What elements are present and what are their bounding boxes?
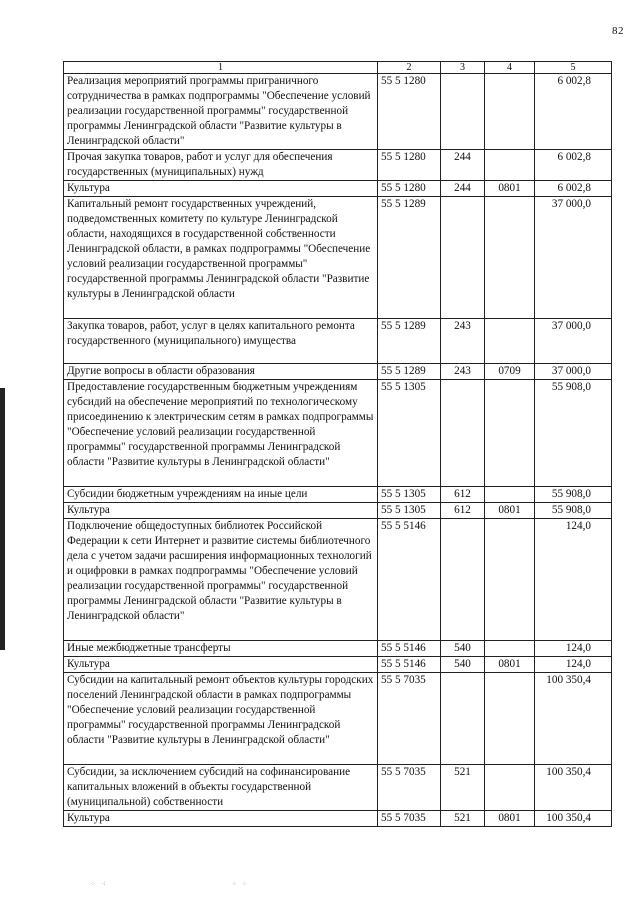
row-target-code: 55 5 5146 bbox=[378, 657, 441, 673]
row-description: Культура bbox=[64, 657, 378, 673]
budget-table bbox=[63, 61, 612, 827]
row-expense-type bbox=[441, 519, 485, 641]
row-amount: 37 000,0 bbox=[535, 197, 612, 319]
table-row bbox=[64, 487, 612, 503]
row-amount: 100 350,4 bbox=[535, 673, 612, 765]
row-section-code: 0709 bbox=[485, 364, 535, 380]
row-description: Реализация мероприятий программы приграничного сотрудничества в рамках подпрограммы "Обеспечение условий реализации государственной программы" государственной программы Ленинградской области "Развитие культуры в Ленинградской области" bbox=[64, 74, 378, 150]
row-amount: 6 002,8 bbox=[535, 181, 612, 197]
row-amount: 55 908,0 bbox=[535, 503, 612, 519]
row-expense-type bbox=[441, 380, 485, 487]
row-section-code: 0801 bbox=[485, 181, 535, 197]
row-amount: 55 908,0 bbox=[535, 380, 612, 487]
row-expense-type: 243 bbox=[441, 364, 485, 380]
row-expense-type bbox=[441, 74, 485, 150]
row-amount: 100 350,4 bbox=[535, 765, 612, 811]
row-target-code: 55 5 7035 bbox=[378, 765, 441, 811]
row-amount: 37 000,0 bbox=[535, 364, 612, 380]
row-section-code bbox=[485, 197, 535, 319]
row-description: Культура bbox=[64, 811, 378, 827]
header-cell-1: 1 bbox=[64, 62, 378, 74]
row-target-code: 55 5 1305 bbox=[378, 487, 441, 503]
row-description: Субсидии, за исключением субсидий на софинансирование капитальных вложений в объекты государственной (муниципальной) собственности bbox=[64, 765, 378, 811]
header-cell-3: 3 bbox=[441, 62, 485, 74]
row-expense-type: 612 bbox=[441, 487, 485, 503]
row-target-code: 55 5 5146 bbox=[378, 641, 441, 657]
scan-edge-mark bbox=[0, 388, 5, 650]
table-row bbox=[64, 673, 612, 765]
row-expense-type: 521 bbox=[441, 811, 485, 827]
row-target-code: 55 5 1280 bbox=[378, 74, 441, 150]
row-target-code: 55 5 1280 bbox=[378, 150, 441, 181]
row-amount: 37 000,0 bbox=[535, 319, 612, 364]
row-expense-type: 612 bbox=[441, 503, 485, 519]
row-amount: 55 908,0 bbox=[535, 487, 612, 503]
row-description: Субсидии на капитальный ремонт объектов культуры городских поселений Ленинградской области в рамках подпрограммы "Обеспечение условий реализации государственной программы" государственной программы Ленинградской области "Развитие культуры в Ленинградской области" bbox=[64, 673, 378, 765]
row-target-code: 55 5 5146 bbox=[378, 519, 441, 641]
row-expense-type bbox=[441, 673, 485, 765]
row-section-code: 0801 bbox=[485, 657, 535, 673]
table-row bbox=[64, 503, 612, 519]
table-row bbox=[64, 197, 612, 319]
row-description: Капитальный ремонт государственных учреждений, подведомственных комитету по культуре Ленинградской области, находящихся в государственной собственности Ленинградской области, в рамках подпрограммы "Обеспечение условий реализации государственной программы" государственной программы Ленинградской области "Развитие культуры в Ленинградской области bbox=[64, 197, 378, 319]
row-expense-type: 540 bbox=[441, 657, 485, 673]
table-row bbox=[64, 74, 612, 150]
row-amount: 6 002,8 bbox=[535, 150, 612, 181]
row-section-code: 0801 bbox=[485, 503, 535, 519]
row-target-code: 55 5 1280 bbox=[378, 181, 441, 197]
row-section-code bbox=[485, 641, 535, 657]
header-cell-4: 4 bbox=[485, 62, 535, 74]
table-row bbox=[64, 519, 612, 641]
row-expense-type bbox=[441, 197, 485, 319]
table-header-row bbox=[64, 62, 612, 74]
table-row bbox=[64, 657, 612, 673]
row-expense-type: 244 bbox=[441, 150, 485, 181]
row-target-code: 55 5 7035 bbox=[378, 811, 441, 827]
row-expense-type: 540 bbox=[441, 641, 485, 657]
row-description: Прочая закупка товаров, работ и услуг для обеспечения государственных (муниципальных) нужд bbox=[64, 150, 378, 181]
row-section-code bbox=[485, 150, 535, 181]
row-description: Субсидии бюджетным учреждениям на иные цели bbox=[64, 487, 378, 503]
row-target-code: 55 5 7035 bbox=[378, 673, 441, 765]
row-target-code: 55 5 1289 bbox=[378, 319, 441, 364]
row-section-code bbox=[485, 74, 535, 150]
row-amount: 100 350,4 bbox=[535, 811, 612, 827]
row-amount: 6 002,8 bbox=[535, 74, 612, 150]
row-section-code bbox=[485, 519, 535, 641]
row-description: Подключение общедоступных библиотек Российской Федерации к сети Интернет и развитие системы библиотечного дела с учетом задачи расширения информационных технологий и оцифровки в рамках подпрограммы "Обеспечение условий реализации государственной программы" государственной программы Ленинградской области "Развитие культуры в Ленинградской области" bbox=[64, 519, 378, 641]
table-row bbox=[64, 181, 612, 197]
row-section-code bbox=[485, 319, 535, 364]
row-section-code: 0801 bbox=[485, 811, 535, 827]
budget-table-body bbox=[64, 62, 612, 827]
table-row bbox=[64, 150, 612, 181]
row-amount: 124,0 bbox=[535, 657, 612, 673]
header-cell-2: 2 bbox=[378, 62, 441, 74]
table-row bbox=[64, 811, 612, 827]
row-expense-type: 521 bbox=[441, 765, 485, 811]
scan-speck: ⁖ ⁘ bbox=[232, 880, 250, 888]
table-row bbox=[64, 641, 612, 657]
row-target-code: 55 5 1305 bbox=[378, 503, 441, 519]
row-section-code bbox=[485, 673, 535, 765]
row-description: Предоставление государственным бюджетным учреждениям субсидий на обеспечение мероприятий по технологическому присоединению к электрическим сетям в рамках подпрограммы "Обеспечение условий реализации государственной программы" государственной программы Ленинградской области "Развитие культуры в Ленинградской области" bbox=[64, 380, 378, 487]
row-description: Закупка товаров, работ, услуг в целях капитального ремонта государственного (муниципального) имущества bbox=[64, 319, 378, 364]
row-amount: 124,0 bbox=[535, 641, 612, 657]
row-target-code: 55 5 1289 bbox=[378, 364, 441, 380]
table-row bbox=[64, 765, 612, 811]
row-section-code bbox=[485, 487, 535, 503]
row-amount: 124,0 bbox=[535, 519, 612, 641]
row-section-code bbox=[485, 765, 535, 811]
row-description: Культура bbox=[64, 181, 378, 197]
row-description: Культура bbox=[64, 503, 378, 519]
table-row bbox=[64, 319, 612, 364]
row-description: Иные межбюджетные трансферты bbox=[64, 641, 378, 657]
row-target-code: 55 5 1305 bbox=[378, 380, 441, 487]
row-description: Другие вопросы в области образования bbox=[64, 364, 378, 380]
row-expense-type: 244 bbox=[441, 181, 485, 197]
table-row bbox=[64, 364, 612, 380]
row-target-code: 55 5 1289 bbox=[378, 197, 441, 319]
table-row bbox=[64, 380, 612, 487]
row-expense-type: 243 bbox=[441, 319, 485, 364]
row-section-code bbox=[485, 380, 535, 487]
scan-speck: ⁘ ⁖ bbox=[90, 880, 108, 888]
header-cell-5: 5 bbox=[535, 62, 612, 74]
page-number: 82 bbox=[612, 25, 624, 37]
